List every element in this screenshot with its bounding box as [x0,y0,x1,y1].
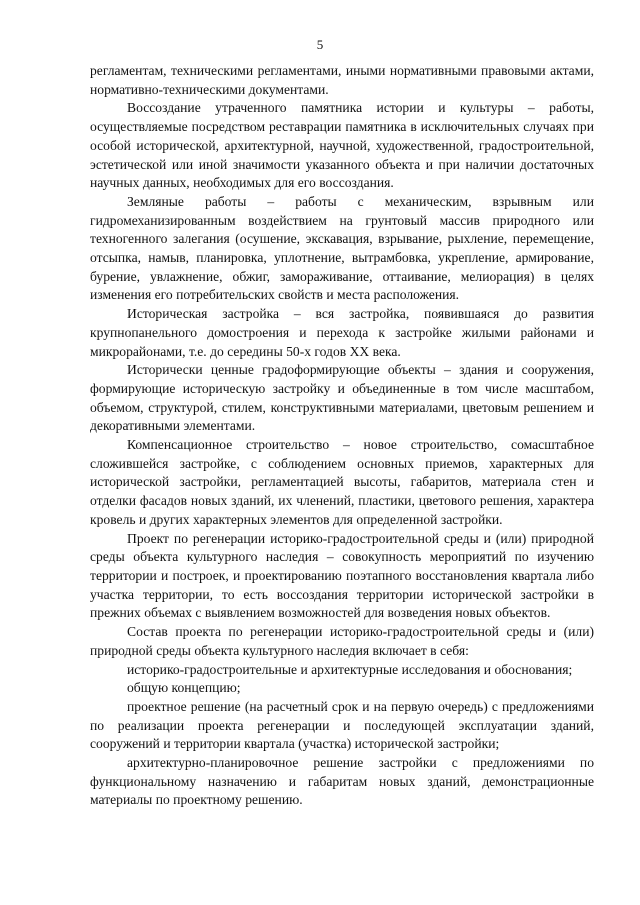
paragraph-continuation: регламентам, техническими регламентами, иными нормативными правовыми актами, нормативно-техническими документами. [90,63,594,97]
document-body [90,62,594,810]
list-item-planning-solution: архитектурно-планировочное решение застройки с предложениями по функциональному назначению и габаритам новых зданий, демонстрационные материалы по проектному решению. [90,755,594,808]
paragraph-recreation-definition: Воссоздание утраченного памятника истории и культуры – работы, осуществляемые посредством реставрации памятника в исключительных случаях при особой исторической, архитектурной, научной, художественной, градостроительной, эстетической или иной значимости указанного объекта и при наличии достаточных научных данных, необходимых для его воссоздания. [90,100,594,191]
page-number: 5 [316,37,324,52]
list-item-research: историко-градостроительные и архитектурные исследования и обоснования; [127,661,573,677]
paragraph-project-composition: Состав проекта по регенерации историко-градостроительной среды и (или) природной среды объекта культурного наследия включает в себя: [90,624,594,658]
paragraph-earthworks-definition: Земляные работы – работы с механическим, взрывным или гидромеханизированным воздействием на грунтовый массив природного или техногенного залегания (осушение, экскавация, взрывание, рыхление, перемещение, отсыпка, намыв, планировка, уплотнение, вытрамбовка, укрепление, армирование, бурение, увлажнение, обжиг, замораживание, оттаивание, мелиорация) в целях изменения его потребительских свойств и места расположения. [90,193,594,303]
paragraph-compensatory-construction-definition: Компенсационное строительство – новое строительство, сомасштабное сложившейся застройке, с соблюдением основных приемов, характерных для исторической застройки, регламентацией высоты, габаритов, материала стен и отделки фасадов новых зданий, их членений, пластики, цветового решения, характера кровель и других характерных элементов для определенной застройки. [90,437,594,527]
list-item-design-solution: проектное решение (на расчетный срок и на первую очередь) с предложениями по реализации проекта регенерации и последующей эксплуатации зданий, сооружений и территории квартала (участка) исторической застройки; [90,698,594,752]
paragraph-historic-buildings-definition: Историческая застройка – вся застройка, появившаяся до развития крупнопанельного домостроения и перехода к застройке жилыми районами и микрорайонами, т.е. до середины 50-х годов XX века. [90,306,594,359]
list-item-concept: общую концепцию; [127,680,241,696]
paragraph-valuable-objects-definition: Исторически ценные градоформирующие объекты – здания и сооружения, формирующие историческую застройку и объединенные в том числе масштабом, объемом, структурой, стилем, конструктивными материалами, цветовым решением и декоративными элементами. [90,362,594,434]
paragraph-regeneration-project-definition: Проект по регенерации историко-градостроительной среды и (или) природной среды объекта культурного наследия – совокупность мероприятий по изучению территории и построек, и проектированию поэтапного восстановления квартала либо участка территории, то есть воссоздания территории исторической застройки в прежних объемах с выявлением возможностей для возведения новых объектов. [90,530,594,621]
